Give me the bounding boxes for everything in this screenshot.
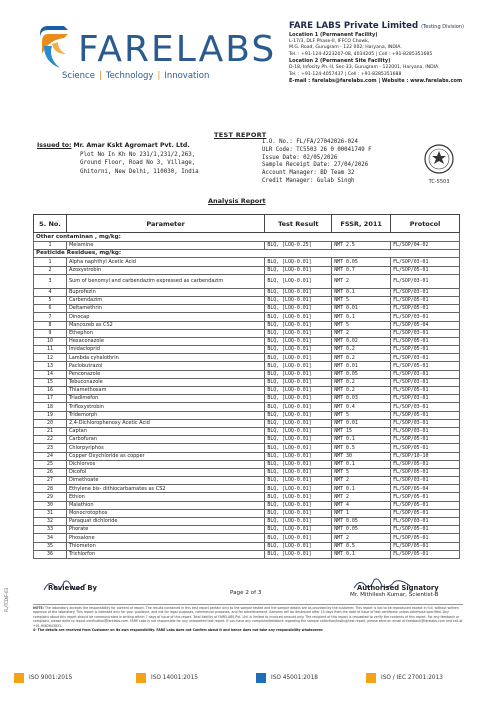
cell-sno: 6 bbox=[34, 305, 67, 313]
table-row bbox=[34, 266, 460, 274]
cell-parameter: Melamine bbox=[66, 241, 264, 249]
cell-protocol: FL/SOP/03-01 bbox=[391, 378, 460, 386]
farelabs-logo bbox=[38, 24, 277, 84]
cell-fssr: NMT 0.05 bbox=[332, 370, 391, 378]
note-label: NOTE: bbox=[33, 606, 45, 610]
cell-sno: 35 bbox=[34, 542, 67, 550]
cell-test-result: BLQ, [LOQ-0.01] bbox=[265, 354, 332, 362]
cell-fssr: NMT 0.02 bbox=[332, 337, 391, 345]
table-row bbox=[34, 313, 460, 321]
account-manager: Account Manager: BD Team 32 bbox=[262, 170, 355, 177]
cell-protocol: FL/SOP/03-01 bbox=[391, 313, 460, 321]
cell-parameter: Paraquat dichloride bbox=[66, 518, 264, 526]
company-address-block bbox=[289, 21, 473, 85]
cell-fssr: NMT 0.1 bbox=[332, 313, 391, 321]
reviewed-by: Reviewed By bbox=[48, 584, 97, 592]
iso-27001-icon bbox=[366, 673, 376, 683]
cell-test-result: BLQ, [LOQ-0.01] bbox=[265, 337, 332, 345]
cell-fssr: NMT 0.2 bbox=[332, 346, 391, 354]
cell-sno: 11 bbox=[34, 346, 67, 354]
cell-fssr: NMT 5 bbox=[332, 468, 391, 476]
cert-label: ISO 45001:2018 bbox=[271, 675, 318, 681]
cell-sno: 17 bbox=[34, 395, 67, 403]
location-1-line: Tel. : +91-124-4223207-08, 4034205 | Cell : +91-8285351685 bbox=[289, 51, 433, 57]
table-row bbox=[34, 485, 460, 493]
table-row bbox=[34, 477, 460, 485]
cell-sno: 19 bbox=[34, 411, 67, 419]
cell-test-result: BLQ, [LOQ-0.01] bbox=[265, 460, 332, 468]
cell-test-result: BLQ, [LOQ-0.01] bbox=[265, 362, 332, 370]
cell-test-result: BLQ, [LOQ-0.01] bbox=[265, 444, 332, 452]
table-row bbox=[34, 337, 460, 345]
cell-fssr: NMT 0.03 bbox=[332, 395, 391, 403]
cell-protocol: FL/SOP/03-01 bbox=[391, 258, 460, 266]
cell-fssr: NMT 0.05 bbox=[332, 258, 391, 266]
cell-test-result: BLQ, [LOQ-0.01] bbox=[265, 509, 332, 517]
cell-parameter: Ethephon bbox=[66, 329, 264, 337]
table-row bbox=[34, 411, 460, 419]
cert-iso-45001 bbox=[256, 673, 318, 683]
cell-protocol: FL/SOP/05-01 bbox=[391, 362, 460, 370]
cell-test-result: BLQ, [LOQ-0.01] bbox=[265, 411, 332, 419]
cell-protocol: FL/SOP/03-01 bbox=[391, 477, 460, 485]
cell-protocol: FL/SOP/03-01 bbox=[391, 518, 460, 526]
signatory-name: Mr. Mithilesh Kumar, Scientist-B bbox=[350, 592, 439, 598]
table-row bbox=[34, 436, 460, 444]
cell-parameter: Phorate bbox=[66, 526, 264, 534]
note-text: The laboratory accepts the responsibility for content of report. The results contained in this test report pertain only to the sample tested and the sample details are as provided by the customer. This report is not to be reproduced except in full, without written approval of the laboratory. This report is intended only for your guidance, and not for legal purposes, commercial purposes, and for advertisement. Samples will be destroyed after 15 days from the date of issue of test certificate unless otherwise specified. Any complaint about this report should be communicated in writing within 7 days of issue of this report. Total liability of FARELABS Pvt. Ltd. is limited to invoiced amount only. The recipient of this report is requested to verify the contents of this report. For any feedback or complaint, please write to bbox=[33, 606, 460, 624]
cell-parameter: Penconazole bbox=[66, 370, 264, 378]
cell-sno: 8 bbox=[34, 321, 67, 329]
cell-sno: 9 bbox=[34, 329, 67, 337]
cell-sno: 33 bbox=[34, 526, 67, 534]
cell-sno: 26 bbox=[34, 468, 67, 476]
cell-test-result: BLQ, [LOQ-0.01] bbox=[265, 266, 332, 274]
table-row bbox=[34, 274, 460, 288]
cell-test-result: BLQ, [LOQ-0.01] bbox=[265, 436, 332, 444]
cell-test-result: BLQ, [LOQ-0.01] bbox=[265, 288, 332, 296]
cell-sno: 3 bbox=[34, 274, 67, 288]
table-row bbox=[34, 395, 460, 403]
cell-fssr: NMT 0.5 bbox=[332, 542, 391, 550]
iso-14001-icon bbox=[136, 673, 146, 683]
cell-test-result: BLQ, [LOQ-0.01] bbox=[265, 452, 332, 460]
table-row bbox=[34, 362, 460, 370]
cell-fssr: NMT 0.1 bbox=[332, 288, 391, 296]
cell-test-result: BLQ, [LOQ-0.01] bbox=[265, 477, 332, 485]
cell-fssr: NMT 4 bbox=[332, 501, 391, 509]
cell-parameter: Trichlorfon bbox=[66, 550, 264, 558]
cell-test-result: BLQ, [LOQ-0.01] bbox=[265, 419, 332, 427]
cell-parameter: Captan bbox=[66, 427, 264, 435]
cell-fssr: NMT 0.1 bbox=[332, 436, 391, 444]
cell-parameter: Thiamethoxam bbox=[66, 387, 264, 395]
cell-sno: 2 bbox=[34, 266, 67, 274]
form-code: FL/TCD/F-03 bbox=[4, 587, 9, 612]
cell-test-result: BLQ, [LOQ-0.01] bbox=[265, 258, 332, 266]
header-parameter: Parameter bbox=[66, 215, 264, 233]
cell-fssr: NMT 0.2 bbox=[332, 387, 391, 395]
header-sno: S. No. bbox=[34, 215, 67, 233]
cell-protocol: FL/SOP/05-01 bbox=[391, 526, 460, 534]
cell-fssr: NMT 0.1 bbox=[332, 485, 391, 493]
cell-sno: 36 bbox=[34, 550, 67, 558]
cell-fssr: NMT 2 bbox=[332, 329, 391, 337]
cell-parameter: Malathion bbox=[66, 501, 264, 509]
cell-test-result: BLQ, [LOQ-0.01] bbox=[265, 493, 332, 501]
cell-sno: 18 bbox=[34, 403, 67, 411]
table-row bbox=[34, 241, 460, 249]
cell-fssr: NMT 5 bbox=[332, 321, 391, 329]
table-row bbox=[34, 493, 460, 501]
cell-sno: 27 bbox=[34, 477, 67, 485]
cell-sno: 7 bbox=[34, 313, 67, 321]
cell-sno: 28 bbox=[34, 485, 67, 493]
cell-parameter: Sum of benomyl and carbendazim expressed as carbendazim bbox=[66, 274, 264, 288]
cell-protocol: FL/SOP/05-01 bbox=[391, 534, 460, 542]
table-row bbox=[34, 378, 460, 386]
cell-parameter: Dicofol bbox=[66, 468, 264, 476]
cell-parameter: Imidacloprid bbox=[66, 346, 264, 354]
cell-fssr: NMT 5 bbox=[332, 296, 391, 304]
cell-fssr: NMT 0.1 bbox=[332, 460, 391, 468]
table-row bbox=[34, 509, 460, 517]
table-row bbox=[34, 387, 460, 395]
cell-parameter: Azoxystrobin bbox=[66, 266, 264, 274]
cell-test-result: BLQ, [LOQ-0.01] bbox=[265, 395, 332, 403]
group-title: Other contaminan , mg/kg: bbox=[34, 233, 460, 242]
cell-fssr: NMT 0.1 bbox=[332, 550, 391, 558]
table-row bbox=[34, 518, 460, 526]
cell-sno: 31 bbox=[34, 509, 67, 517]
cell-fssr: NMT 0.4 bbox=[332, 403, 391, 411]
location-1-line: M.G. Road, Gurugram - 122 002, Haryana, INDIA. bbox=[289, 45, 402, 51]
group-title: Pesticide Residues, mg/kg: bbox=[34, 249, 460, 258]
cell-parameter: Mancozeb as CS2 bbox=[66, 321, 264, 329]
cell-parameter: Phosalone bbox=[66, 534, 264, 542]
location-2-line: Tel. : +91-124-4057437 | Cell : +91-8285351688 bbox=[289, 71, 402, 77]
cell-test-result: BLQ, [LOQ-0.01] bbox=[265, 387, 332, 395]
cell-test-result: BLQ, [LOQ-0.01] bbox=[265, 370, 332, 378]
cell-parameter: Alpha naphthyl Acetic Acid bbox=[66, 258, 264, 266]
table-row bbox=[34, 288, 460, 296]
cell-test-result: BLQ, [LOQ-0.01] bbox=[265, 518, 332, 526]
cell-fssr: NMT 0.01 bbox=[332, 305, 391, 313]
cell-sno: 22 bbox=[34, 436, 67, 444]
table-row bbox=[34, 354, 460, 362]
cell-parameter: Carbendazim bbox=[66, 296, 264, 304]
cell-protocol: FL/SOP/05-04 bbox=[391, 321, 460, 329]
cell-test-result: BLQ, [LOQ-0.01] bbox=[265, 346, 332, 354]
cell-sno: 29 bbox=[34, 493, 67, 501]
header-protocol: Protocol bbox=[391, 215, 460, 233]
header-fssr: FSSR, 2011 bbox=[332, 215, 391, 233]
table-row bbox=[34, 305, 460, 313]
cell-protocol: FL/SOP/03-01 bbox=[391, 403, 460, 411]
cell-test-result: BLQ, [LOQ-0.01] bbox=[265, 296, 332, 304]
logo-tagline bbox=[62, 71, 209, 81]
cell-protocol: FL/SOP/05-01 bbox=[391, 468, 460, 476]
address-line: Plot No In Kh No 231/1,231/2,263, bbox=[80, 151, 196, 158]
cell-test-result: BLQ, [LOQ-0.01] bbox=[265, 403, 332, 411]
io-number: I.O. No.: FL/FA/27042026-024 bbox=[262, 139, 358, 145]
cert-iso-27001 bbox=[366, 673, 443, 683]
cell-parameter: Thiometon bbox=[66, 542, 264, 550]
cell-test-result: BLQ, [LOQ-0.01] bbox=[265, 378, 332, 386]
cert-iso-14001 bbox=[136, 673, 198, 683]
cell-sno: 1 bbox=[34, 241, 67, 249]
table-row bbox=[34, 296, 460, 304]
note-disclaimer: 4- The details are received from Customer on its own responsibility. FARE Labs does not Confirm about it and hence does not take any responsibility whatsoever. bbox=[33, 628, 324, 633]
cell-protocol: FL/SOP/05-01 bbox=[391, 550, 460, 558]
cell-parameter: Triadimefon bbox=[66, 395, 264, 403]
cell-fssr: NMT 1 bbox=[332, 509, 391, 517]
cell-parameter: Deltamethrin bbox=[66, 305, 264, 313]
cell-fssr: NMT 0.01 bbox=[332, 362, 391, 370]
cell-test-result: BLQ, [LOQ-0.01] bbox=[265, 274, 332, 288]
cell-parameter: Lambda cyhalothrin bbox=[66, 354, 264, 362]
table-row bbox=[34, 329, 460, 337]
cell-parameter: Ethion bbox=[66, 493, 264, 501]
table-row bbox=[34, 427, 460, 435]
location-1-line: L-17/3, DLF Phase-II, IFFCO Chowk, bbox=[289, 38, 370, 44]
cell-protocol: FL/SOP/05-01 bbox=[391, 542, 460, 550]
cell-sno: 5 bbox=[34, 296, 67, 304]
table-row bbox=[34, 550, 460, 558]
table-row bbox=[34, 346, 460, 354]
group-header-row bbox=[34, 249, 460, 258]
location-2-title: Location 2 (Permanent Site Facility) bbox=[289, 58, 391, 65]
cell-parameter: Chlorpyriphos bbox=[66, 444, 264, 452]
cell-parameter: Hexaconazole bbox=[66, 337, 264, 345]
cell-sno: 25 bbox=[34, 460, 67, 468]
cell-protocol: FL/SOP/03-01 bbox=[391, 370, 460, 378]
header-test-result: Test Result bbox=[265, 215, 332, 233]
cell-parameter: Dinocap bbox=[66, 313, 264, 321]
iso-45001-icon bbox=[256, 673, 266, 683]
cell-parameter: 2,4-Dichlorophenoxy Acetic Acid bbox=[66, 419, 264, 427]
tagline-separator: | bbox=[98, 71, 102, 81]
table-row bbox=[34, 403, 460, 411]
table-row bbox=[34, 468, 460, 476]
table-row bbox=[34, 460, 460, 468]
cell-sno: 1 bbox=[34, 258, 67, 266]
cell-sno: 14 bbox=[34, 370, 67, 378]
cell-sno: 12 bbox=[34, 354, 67, 362]
cell-test-result: BLQ, [LOQ-0.01] bbox=[265, 329, 332, 337]
cell-fssr: NMT 2.5 bbox=[332, 241, 391, 249]
report-meta bbox=[262, 139, 372, 186]
cell-sno: 23 bbox=[34, 444, 67, 452]
cell-parameter: Copper Oxychloride as copper bbox=[66, 452, 264, 460]
table-row bbox=[34, 534, 460, 542]
table-row bbox=[34, 526, 460, 534]
cell-protocol: FL/SOP/03-01 bbox=[391, 354, 460, 362]
address-line: Ground Floor, Road No 3, Village, bbox=[80, 160, 196, 167]
table-row bbox=[34, 452, 460, 460]
cell-fssr: NMT 2 bbox=[332, 493, 391, 501]
cell-test-result: BLQ, [LOQ-0.25] bbox=[265, 241, 332, 249]
table-row bbox=[34, 419, 460, 427]
table-header-row bbox=[34, 215, 460, 233]
ulr-code: ULR Code: TC5503 26 0 00041749 F bbox=[262, 146, 372, 153]
cell-fssr: NMT 2 bbox=[332, 534, 391, 542]
cell-test-result: BLQ, [LOQ-0.01] bbox=[265, 427, 332, 435]
cell-test-result: BLQ, [LOQ-0.01] bbox=[265, 542, 332, 550]
cell-protocol: FL/SOP/03-01 bbox=[391, 274, 460, 288]
address-line: Ghitorni, New Delhi, 110030, India bbox=[80, 168, 199, 175]
cell-fssr: NMT 0.2 bbox=[332, 378, 391, 386]
cell-protocol: FL/SOP/03-01 bbox=[391, 419, 460, 427]
authorised-signatory: Authorised Signatory bbox=[357, 584, 439, 592]
cell-protocol: FL/SOP/03-01 bbox=[391, 288, 460, 296]
cert-label: ISO / IEC 27001:2013 bbox=[381, 675, 443, 681]
cell-sno: 34 bbox=[34, 534, 67, 542]
cell-test-result: BLQ, [LOQ-0.01] bbox=[265, 550, 332, 558]
sample-receipt-date: Sample Receipt Date: 27/04/2026 bbox=[262, 162, 369, 169]
issue-date: Issue Date: 02/05/2026 bbox=[262, 154, 338, 161]
tagline-technology: Technology bbox=[105, 71, 154, 81]
cell-test-result: BLQ, [LOQ-0.01] bbox=[265, 321, 332, 329]
table-row bbox=[34, 370, 460, 378]
note-contact: report.verification@farelabs.com. FARE Labs is not responsible for any unreported test report. If you have any complaint/feedback regarding the sample collection/testing/test report, please send an email at feedback@farelabs.com and call at +91-9582643831. bbox=[33, 619, 463, 628]
issued-to-name: Mr. Amar Kskt Agromart Pvt. Ltd. bbox=[73, 142, 190, 149]
cell-parameter: Dimethoate bbox=[66, 477, 264, 485]
cell-sno: 4 bbox=[34, 288, 67, 296]
cell-parameter: Dichlorvos bbox=[66, 460, 264, 468]
issued-to-label: Issued to: bbox=[37, 142, 72, 149]
cert-label: ISO 14001:2015 bbox=[151, 675, 198, 681]
company-division: (Testing Division) bbox=[421, 24, 464, 30]
results-body bbox=[34, 233, 460, 559]
cell-sno: 16 bbox=[34, 387, 67, 395]
cell-protocol: FL/SOP/05-01 bbox=[391, 346, 460, 354]
report-note bbox=[33, 604, 463, 632]
seal-label: TC-5503 bbox=[428, 179, 450, 185]
cell-fssr: NMT 0.2 bbox=[332, 354, 391, 362]
cell-fssr: NMT 30 bbox=[332, 452, 391, 460]
cell-protocol: FL/SOP/10-10 bbox=[391, 452, 460, 460]
cell-sno: 15 bbox=[34, 378, 67, 386]
cell-test-result: BLQ, [LOQ-0.01] bbox=[265, 305, 332, 313]
cell-test-result: BLQ, [LOQ-0.01] bbox=[265, 526, 332, 534]
cell-parameter: Carbofuran bbox=[66, 436, 264, 444]
iso-9001-icon bbox=[14, 673, 24, 683]
cell-fssr: NMT 5 bbox=[332, 411, 391, 419]
cell-sno: 24 bbox=[34, 452, 67, 460]
table-row bbox=[34, 258, 460, 266]
cell-sno: 21 bbox=[34, 427, 67, 435]
cell-sno: 20 bbox=[34, 419, 67, 427]
cell-parameter: Monocrotophos bbox=[66, 509, 264, 517]
cell-parameter: Tebuconazole bbox=[66, 378, 264, 386]
cell-parameter: Ethylene bis- dithiocarbamates as CS2 bbox=[66, 485, 264, 493]
cell-fssr: NMT 0.05 bbox=[332, 518, 391, 526]
issued-to-block bbox=[37, 142, 199, 176]
table-row bbox=[34, 501, 460, 509]
cell-protocol: FL/SOP/05-01 bbox=[391, 266, 460, 274]
cell-parameter: Paclobutrazol bbox=[66, 362, 264, 370]
cell-fssr: NMT 2 bbox=[332, 274, 391, 288]
farelabs-logo-mark-icon bbox=[38, 24, 74, 70]
table-row bbox=[34, 542, 460, 550]
cell-parameter: Buprofezin bbox=[66, 288, 264, 296]
cell-protocol: FL/SOP/03-01 bbox=[391, 329, 460, 337]
cell-fssr: NMT 0.01 bbox=[332, 419, 391, 427]
table-row bbox=[34, 321, 460, 329]
tagline-innovation: Innovation bbox=[164, 71, 210, 81]
cert-label: ISO 9001:2015 bbox=[29, 675, 73, 681]
cert-iso-9001 bbox=[14, 673, 72, 683]
cell-protocol: FL/SOP/03-01 bbox=[391, 427, 460, 435]
cell-protocol: FL/SOP/05-01 bbox=[391, 444, 460, 452]
cell-sno: 32 bbox=[34, 518, 67, 526]
cell-test-result: BLQ, [LOQ-0.01] bbox=[265, 485, 332, 493]
cell-fssr: NMT 15 bbox=[332, 427, 391, 435]
logo-wordmark: FARELABS bbox=[78, 29, 277, 70]
company-name: FARE LABS Private Limited (Testing Division) bbox=[289, 21, 464, 31]
cell-test-result: BLQ, [LOQ-0.01] bbox=[265, 501, 332, 509]
cell-protocol: FL/SOP/05-01 bbox=[391, 493, 460, 501]
cell-fssr: NMT 2 bbox=[332, 477, 391, 485]
cell-sno: 10 bbox=[34, 337, 67, 345]
cell-test-result: BLQ, [LOQ-0.01] bbox=[265, 468, 332, 476]
cell-protocol: FL/SOP/05-01 bbox=[391, 411, 460, 419]
cell-parameter: Tridemorph bbox=[66, 411, 264, 419]
cell-protocol: FL/SOP/05-01 bbox=[391, 509, 460, 517]
cell-protocol: FL/SOP/05-01 bbox=[391, 296, 460, 304]
cell-protocol: FL/SOP/05-01 bbox=[391, 501, 460, 509]
location-1-title: Location 1 (Permanent Facility) bbox=[289, 32, 378, 38]
cell-test-result: BLQ, [LOQ-0.01] bbox=[265, 534, 332, 542]
tagline-separator: | bbox=[157, 71, 161, 81]
table-row bbox=[34, 444, 460, 452]
cell-protocol: FL/SOP/03-01 bbox=[391, 395, 460, 403]
cell-protocol: FL/SOP/05-01 bbox=[391, 436, 460, 444]
cell-sno: 30 bbox=[34, 501, 67, 509]
tagline-science: Science bbox=[62, 71, 95, 81]
cell-parameter: Trifloxystrobin bbox=[66, 403, 264, 411]
page-number: Page 2 of 3 bbox=[230, 590, 262, 596]
cell-protocol: FL/SOP/05-01 bbox=[391, 305, 460, 313]
cell-sno: 13 bbox=[34, 362, 67, 370]
cell-protocol: FL/SOP/05-01 bbox=[391, 337, 460, 345]
analysis-report-heading: Analysis Report bbox=[208, 197, 266, 205]
location-2-line: D-18, Infocity Ph.-II, Sec-33, Gurugram - 122001, Haryana, INDIA. bbox=[289, 64, 440, 70]
accreditation-seal-icon bbox=[423, 143, 455, 187]
email-website-line: E-mail : farelabs@farelabs.com | Website : www.farelabs.com bbox=[289, 78, 463, 85]
results-table bbox=[33, 214, 460, 559]
cell-fssr: NMT 0.05 bbox=[332, 526, 391, 534]
report-title: TEST REPORT bbox=[214, 131, 267, 139]
cell-protocol: FL/SOP/05-04 bbox=[391, 485, 460, 493]
group-header-row bbox=[34, 233, 460, 242]
credit-manager: Credit Manager: Gulab Singh bbox=[262, 177, 355, 184]
cell-test-result: BLQ, [LOQ-0.01] bbox=[265, 313, 332, 321]
cell-protocol: FL/SOP/05-01 bbox=[391, 460, 460, 468]
cell-fssr: NMT 0.7 bbox=[332, 266, 391, 274]
cell-protocol: FL/SOP/05-01 bbox=[391, 387, 460, 395]
cell-fssr: NMT 0.5 bbox=[332, 444, 391, 452]
cell-protocol: FL/SOP/04-02 bbox=[391, 241, 460, 249]
